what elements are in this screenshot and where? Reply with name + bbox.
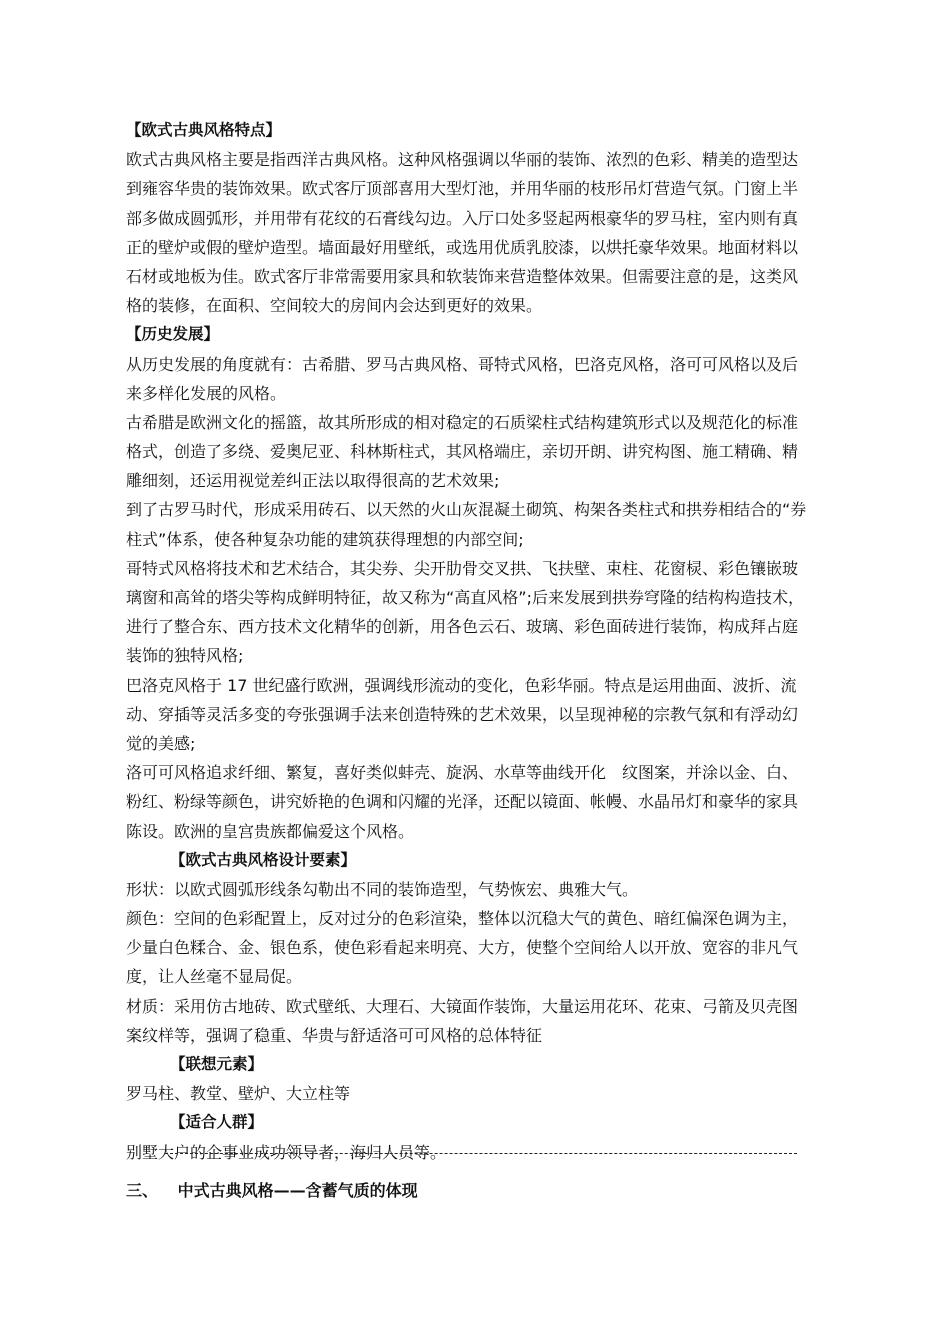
text-line: 装饰的独特风格; [126, 646, 244, 666]
text-line: 颜色：空间的色彩配置上，反对过分的色彩渲染，整体以沉稳大气的黄色、暗红偏深色调为主， [126, 909, 799, 929]
text-line: 部多做成圆弧形，并用带有花纹的石膏线勾边。入厅口处多竖起两根豪华的罗马柱，室内则有真 [126, 208, 799, 228]
text-line: 石材或地板为佳。欧式客厅非常需要用家具和软装饰来营造整体效果。但需要注意的是，这类风 [126, 266, 799, 286]
text-line: 从历史发展的角度就有：古希腊、罗马古典风格、哥特式风格，巴洛克风格，洛可可风格以及后 [126, 354, 799, 374]
section-number: 三、 [126, 1181, 159, 1200]
text-line: 陈设。欧洲的皇宫贵族都偏爱这个风格。 [126, 821, 415, 841]
text-line: 案纹样等，强调了稳重、华贵与舒适洛可可风格的总体特征 [126, 1025, 543, 1045]
section-heading-history: 【历史发展】 [126, 325, 220, 344]
text-line: 进行了整合东、西方技术文化精华的创新，用各色云石、玻璃、彩色面砖进行装饰，构成拜占庭 [126, 617, 799, 637]
text-line: 到了古罗马时代，形成采用砖石、以天然的火山灰混凝土砌筑、构架各类柱式和拱券相结合的“券 [126, 500, 807, 520]
text-line: 哥特式风格将技术和艺术结合，其尖券、尖开肋骨交叉拱、飞扶壁、束柱、花窗棂、彩色镶嵌玻 [126, 558, 799, 578]
text-line: 欧式古典风格主要是指西洋古典风格。这种风格强调以华丽的装饰、浓烈的色彩、精美的造型达 [126, 150, 799, 170]
section-heading-features: 【欧式古典风格特点】 [126, 121, 282, 139]
text-line: 形状：以欧式圆弧形线条勾勒出不同的装饰造型，气势恢宏、典雅大气。 [126, 879, 639, 899]
text-line: 少量白色糅合、金、银色系，使色彩看起来明亮、大方，使整个空间给人以开放、宽容的非凡气 [126, 938, 799, 958]
paragraph-history [126, 350, 838, 846]
document-body [126, 116, 838, 1167]
text-line: 巴洛克风格于 17 世纪盛行欧洲，强调线形流动的变化，色彩华丽。特点是运用曲面、波折、流 [126, 675, 797, 695]
text-line: 到雍容华贵的装饰效果。欧式客厅顶部喜用大型灯池，并用华丽的枝形吊灯营造气氛。门窗上半 [126, 179, 799, 199]
text-line: 雕细刻，还运用视觉差纠正法以取得很高的艺术效果; [126, 471, 500, 491]
text-line: 粉红、粉绿等颜色，讲究娇艳的色调和闪耀的光泽，还配以镜面、帐幔、水晶吊灯和豪华的家具 [126, 792, 799, 812]
text-line: 动、穿插等灵活多变的夸张强调手法来创造特殊的艺术效果，以呈现神秘的宗教气氛和有浮动幻 [126, 704, 799, 724]
section-heading-associations: 【联想元素】 [170, 1055, 264, 1073]
text-line: 罗马柱、教堂、壁炉、大立柱等 [126, 1084, 351, 1104]
next-section-heading [126, 1178, 418, 1201]
text-line: 柱式”体系，使各种复杂功能的建筑获得理想的内部空间; [126, 529, 524, 549]
text-line: 来多样化发展的风格。 [126, 383, 287, 403]
text-line: 别墅大户的企事业成功领导者，海归人员等。 [126, 1142, 447, 1162]
section-heading-audience: 【适合人群】 [170, 1113, 264, 1132]
section-heading-design-elements: 【欧式古典风格设计要素】 [170, 850, 357, 869]
text-line: 材质：采用仿古地砖、欧式壁纸、大理石、大镜面作装饰，大量运用花环、花束、弓箭及贝壳图 [126, 996, 799, 1016]
text-line: 璃窗和高耸的塔尖等构成鲜明特征，故又称为“高直风格”;后来发展到拱券穹隆的结构构造技术， [126, 588, 804, 607]
text-line: 度，让人丝毫不显局促。 [126, 967, 303, 987]
section-title: 中式古典风格——含蓄气质的体现 [177, 1181, 418, 1200]
text-line: 洛可可风格追求纤细、繁复，喜好类似蚌壳、旋涡、水草等曲线开化 纹图案，并涂以金、白、 [126, 763, 799, 783]
text-line: 古希腊是欧洲文化的摇篮，故其所形成的相对稳定的石质梁柱式结构建筑形式以及规范化的标准 [126, 412, 799, 432]
text-line: 格的装修，在面积、空间较大的房间内会达到更好的效果。 [126, 296, 543, 316]
paragraph-features [126, 145, 838, 320]
text-line: 格式，创造了多绕、爱奥尼亚、科林斯柱式，其风格端庄，亲切开朗、讲究构图、施工精确、精 [126, 442, 799, 462]
paragraph-design-elements [126, 875, 838, 1050]
dashed-divider [165, 1153, 797, 1154]
text-line: 正的壁炉或假的壁炉造型。墙面最好用壁纸，或选用优质乳胶漆，以烘托豪华效果。地面材料以 [126, 237, 799, 257]
text-line: 觉的美感; [126, 733, 196, 753]
